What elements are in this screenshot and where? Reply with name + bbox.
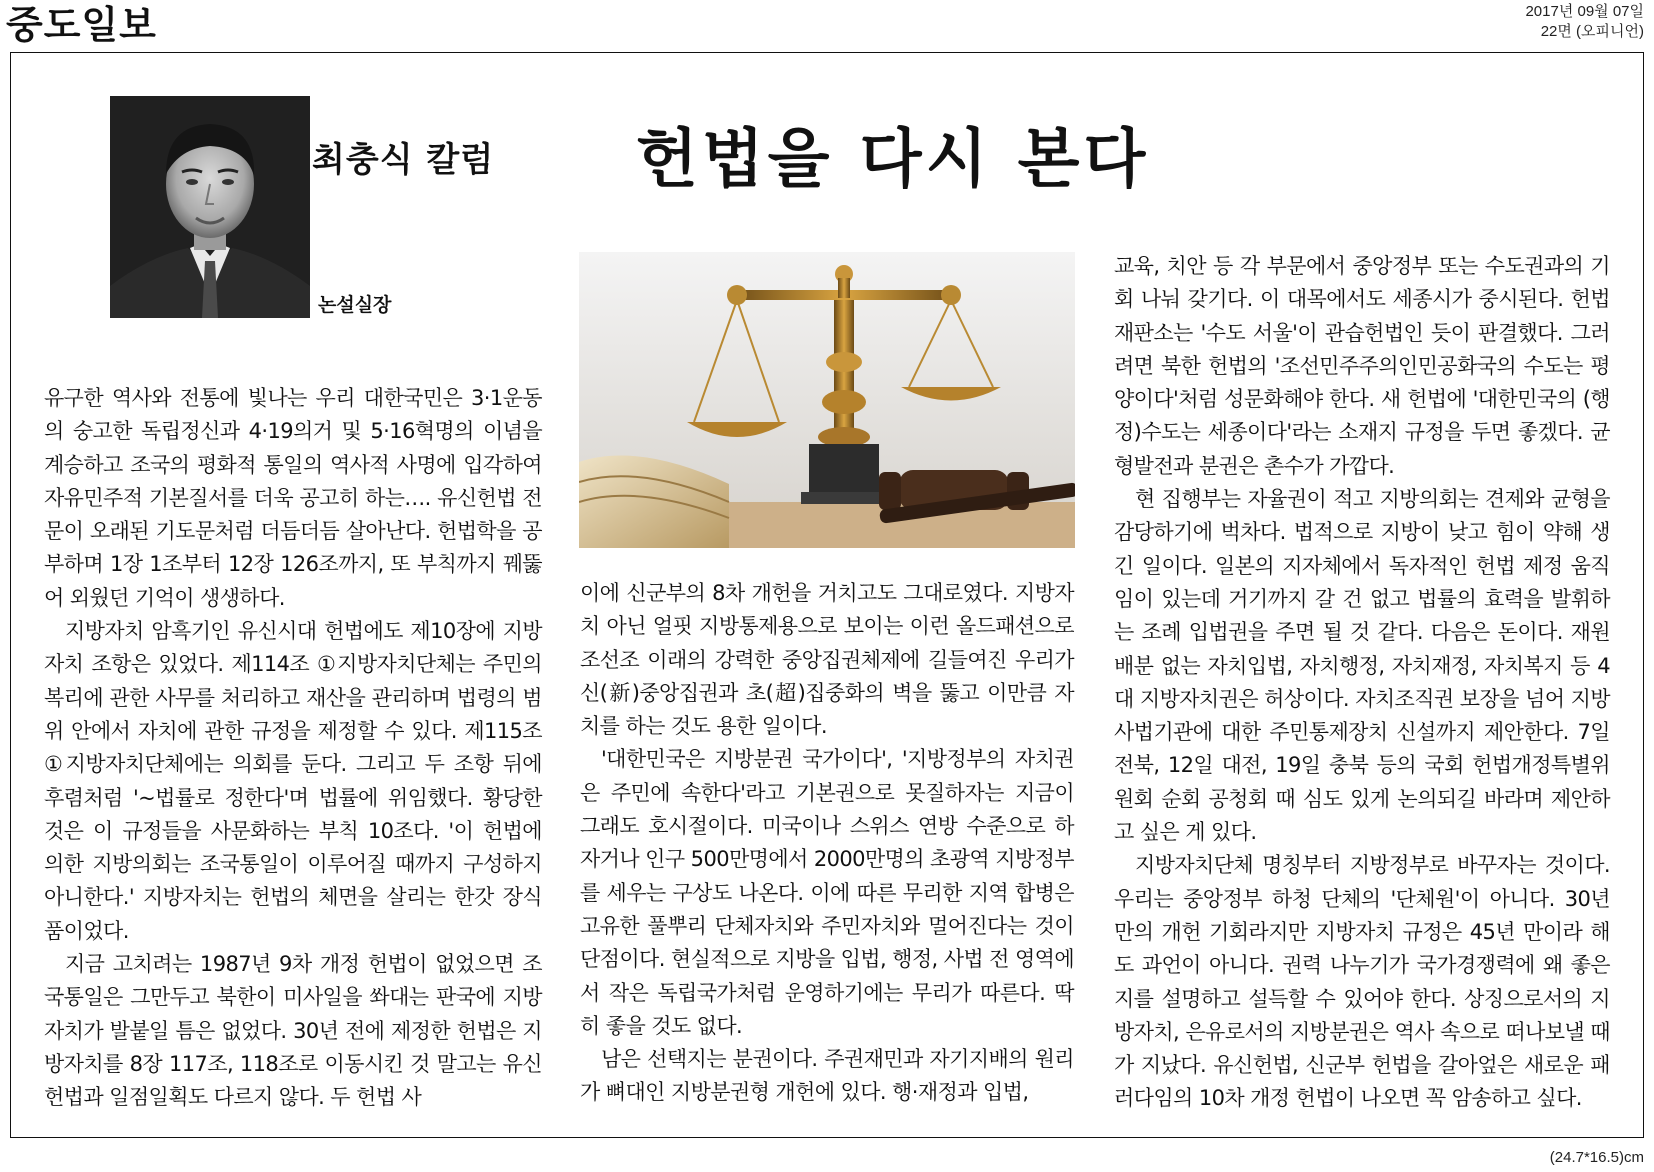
body-paragraph: 유구한 역사와 전통에 빛나는 우리 대한국민은 3·1운동의 숭고한 독립정신과 4·19의거 및 5·16혁명의 이념을 계승하고 조국의 평화적 통일의 역사적 사명에 입각하여 자유민주적 기본질서를 더욱 공고히 하는…. 유신헌법 전문이 오래된 기도문처럼 더듬더듬 살아난다. 헌법학을 공부하며 1장 1조부터 12장 126조까지, 또 부칙까지 꿰뚫어 외웠던 기억이 생생하다. (44, 386, 542, 610)
body-paragraph: '대한민국은 지방분권 국가이다', '지방정부의 자치권은 주민에 속한다'라고 기본권으로 못질하자는 지금이 그래도 호시절이다. 미국이나 스위스 연방 수준으로 하자거나 인구 500만명에서 2000만명의 초광역 지방정부를 세우는 구상도 나온다. 이에 따른 무리한 지역 합병은 고유한 풀뿌리 단체자치와 주민자치와 멀어진다는 것이 단점이다. 현실적으로 지방을 입법, 행정, 사법 전 영역에서 작은 독립국가처럼 운영하기에는 무리가 따른다. 딱히 좋을 것도 없다. (580, 747, 1074, 1038)
body-paragraph: 지금 고치려는 1987년 9차 개정 헌법이 없었으면 조국통일은 그만두고 북한이 미사일을 쏴대는 판국에 지방자치가 발붙일 틈은 없었다. 30년 전에 제정한 헌법은 지방자치를 8장 117조, 118조로 이동시킨 것 말고는 유신헌법과 일점일획도 다르지 않다. 두 헌법 사 (44, 952, 542, 1110)
newspaper-masthead: 중도일보 (6, 3, 157, 47)
body-column-1 (44, 382, 542, 1115)
body-paragraph: 이에 신군부의 8차 개헌을 거치고도 그대로였다. 지방자치 아닌 얼핏 지방통제용으로 보이는 이런 올드패션으로 조선조 이래의 강력한 중앙집권체제에 길들여진 우리가 신(新)중앙집권과 초(超)집중화의 벽을 뚫고 이만큼 자치를 하는 것도 용한 일이다. (580, 581, 1074, 739)
body-paragraph: 지방자치단체 명칭부터 지방정부로 바꾸자는 것이다. 우리는 중앙정부 하청 단체의 '단체원'이 아니다. 30년 만의 개헌 기회라지만 지방자치 규정은 45년 만이라 해도 과언이 아니다. 권력 나누기가 국가경쟁력에 왜 좋은지를 설명하고 설득할 수 있어야 한다. 상징으로서의 지방자치, 은유로서의 지방분권은 역사 속으로 떠나보낼 때가 지났다. 유신헌법, 신군부 헌법을 갈아엎은 새로운 패러다임의 10차 개정 헌법이 나오면 꼭 암송하고 싶다. (1114, 853, 1610, 1111)
size-note: (24.7*16.5)cm (1549, 1149, 1644, 1166)
issue-date: 2017년 09월 07일 (1525, 3, 1644, 20)
body-paragraph: 남은 선택지는 분권이다. 주권재민과 자기지배의 원리가 뼈대인 지방분권형 개헌에 있다. 행·재정과 입법, (580, 1047, 1074, 1105)
body-column-2 (580, 577, 1074, 1110)
scales-of-justice-icon (579, 252, 1075, 548)
body-column-3 (1114, 250, 1610, 1116)
issue-info (1525, 2, 1644, 42)
headline: 헌법을 다시 본다 (636, 122, 1150, 197)
body-paragraph: 교육, 치안 등 각 부문에서 중앙정부 또는 수도권과의 기회 나눠 갖기다. 이 대목에서도 세종시가 중시된다. 헌법재판소는 '수도 서울'이 관습헌법인 듯이 판결했다. 그러려면 북한 헌법의 '조선민주주의인민공화국의 수도는 평양이다'처럼 성문화해야 한다. 새 헌법에 '대한민국의 (행정)수도는 세종이다'라는 소재지 규정을 두면 좋겠다. 균형발전과 분권은 촌수가 가깝다. (1114, 254, 1610, 478)
body-paragraph: 현 집행부는 자율권이 적고 지방의회는 견제와 균형을 감당하기에 벅차다. 법적으로 지방이 낮고 힘이 약해 생긴 일이다. 일본의 지자체에서 독자적인 헌법 제정 움직임이 있는데 거기까지 갈 건 없고 법률의 효력을 발휘하는 조례 입법권을 주면 될 것 같다. 다음은 돈이다. 재원 배분 없는 자치입법, 자치행정, 자치재정, 자치복지 등 4대 지방자치권은 허상이다. 자치조직권 보장을 넘어 지방사법기관에 대한 주민통제장치 신설까지 제안한다. 7일 전북, 12일 대전, 19일 충북 등의 국회 헌법개정특별위원회 순회 공청회 때 심도 있게 논의되길 바라며 제안하고 싶은 게 있다. (1114, 487, 1610, 845)
author-portrait-icon (110, 96, 310, 318)
column-series-name: 최충식 칼럼 (312, 140, 495, 180)
issue-page: 22면 (오피니언) (1540, 23, 1644, 40)
author-role: 논설실장 (318, 294, 392, 316)
body-paragraph: 지방자치 암흑기인 유신시대 헌법에도 제10장에 지방자치 조항은 있었다. 제114조 ①지방자치단체는 주민의 복리에 관한 사무를 처리하고 재산을 관리하며 법령의 범위 안에서 자치에 관한 규정을 제정할 수 있다. 제115조 ①지방자치단체에는 의회를 둔다. 그리고 두 조항 뒤에 후렴처럼 '~법률로 정한다'며 법률에 위임했다. 황당한 것은 이 규정들을 사문화하는 부칙 10조다. '이 헌법에 의한 지방의회는 조국통일이 이루어질 때까지 구성하지 아니한다.' 지방자치는 헌법의 체면을 살리는 한갓 장식품이었다. (44, 619, 542, 943)
